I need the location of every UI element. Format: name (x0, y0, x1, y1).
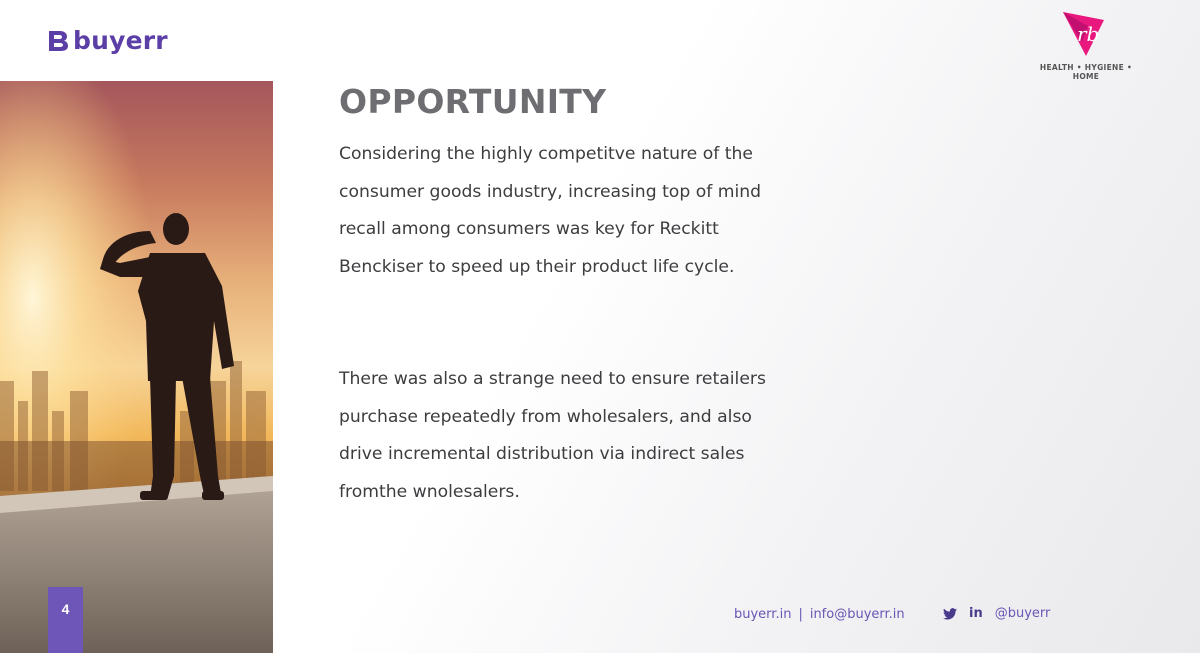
footer-contact (734, 607, 905, 622)
twitter-icon[interactable] (943, 608, 957, 620)
hero-photo (0, 81, 273, 653)
social-handle[interactable]: @buyerr (994, 606, 1051, 621)
footer-social (943, 606, 1050, 621)
linkedin-icon[interactable]: in (969, 606, 983, 621)
opportunity-paragraph-1: Considering the highly competitve nature of the consumer goods industry, increasing top of mind recall among consumers was key for Reckitt Benckiser to speed up their product life cycle. (339, 144, 762, 277)
client-tagline: HEALTH • HYGIENE • HOME (1039, 63, 1133, 81)
brand-name: buyerr (73, 26, 168, 55)
page-number: 4 (48, 587, 83, 653)
website-link[interactable]: buyerr.in (734, 607, 792, 622)
slide-heading: OPPORTUNITY (339, 82, 607, 121)
buyerr-logo (47, 26, 168, 55)
opportunity-paragraph-2: There was also a strange need to ensure retailers purchase repeatedly from wholesalers, and also drive incremental distribution via indirect sales fromthe wnolesalers. (339, 369, 766, 502)
email-link[interactable]: info@buyerr.in (809, 607, 905, 622)
buyerr-b-icon (47, 29, 69, 53)
footer-separator: | (798, 607, 803, 622)
rb-logo-text: rb (1077, 22, 1100, 46)
